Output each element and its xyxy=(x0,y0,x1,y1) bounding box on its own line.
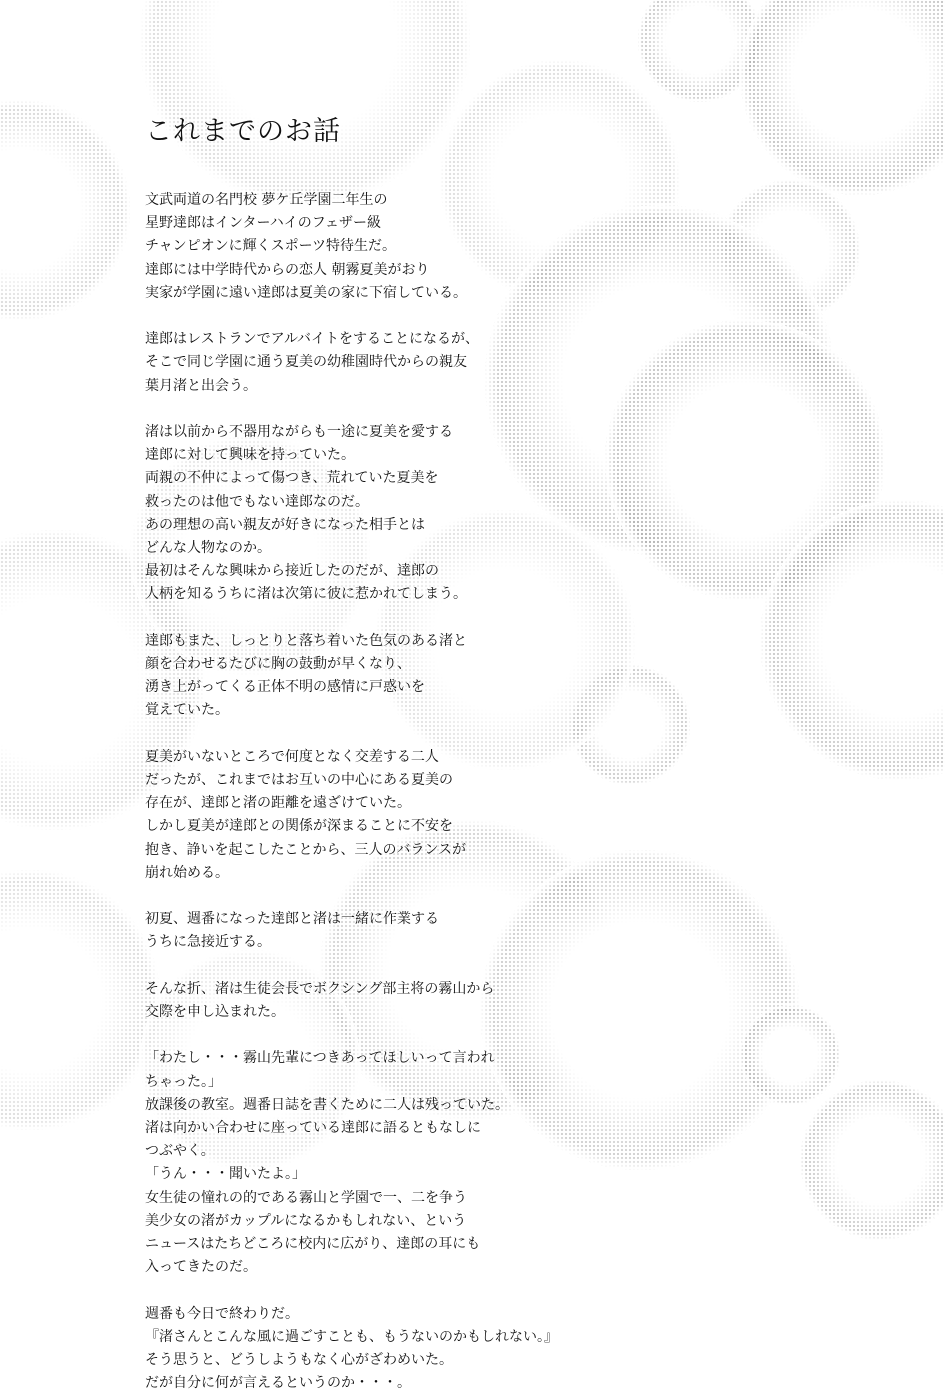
paragraph-4: 達郎もまた、しっとりと落ち着いた色気のある渚と 顔を合わせるたびに胸の鼓動が早くなり、 湧き上がってくる正体不明の感情に戸惑いを 覚えていた。 xyxy=(145,632,467,719)
paragraph-gap xyxy=(145,1279,665,1302)
paragraph-gap xyxy=(145,305,665,328)
paragraph-gap xyxy=(145,723,665,746)
paragraph-2: 達郎はレストランでアルバイトをすることになるが、 そこで同じ学園に通う夏美の幼稚園時代からの親友 葉月渚と出会う。 xyxy=(145,331,480,394)
paragraph-gap xyxy=(145,607,665,630)
paragraph-7: そんな折、渚は生徒会長でボクシング部主将の霧山から 交際を申し込まれた。 xyxy=(145,980,495,1021)
paragraph-3: 渚は以前から不器用ながらも一途に夏美を愛する 達郎に対して興味を持っていた。 両親の不仲によって傷つき、荒れていた夏美を 救ったのは他でもない達郎なのだ。 あの理想の高い親友が好きになった相手とは どんな人物なのか。 最初はそんな興味から接近したのだが、達郎の 人柄を知るうちに渚は次第に彼に惹かれてしまう。 xyxy=(145,424,467,603)
page-title: これまでのお話 xyxy=(145,116,341,147)
paragraph-5: 夏美がいないところで何度となく交差する二人 だったが、これまではお互いの中心にある夏美の 存在が、達郎と渚の距離を遠ざけていた。 しかし夏美が達郎との関係が深まることに不安を 抱き、諍いを起こしたことから、三人のバランスが 崩れ始める。 xyxy=(145,748,467,881)
paragraph-gap xyxy=(145,955,665,978)
paragraph-gap xyxy=(145,885,665,908)
story-summary xyxy=(145,112,665,1395)
paragraph-9: 週番も今日で終わりだ。 『渚さんとこんな風に過ごすことも、もうないのかもしれない。』 そう思うと、どうしようもなく心がざわめいた。 だが自分に何が言えるというのか・・・。 xyxy=(145,1305,558,1392)
paragraph-1: 文武両道の名門校 夢ケ丘学園二年生の 星野達郎はインターハイのフェザー級 チャンピオンに輝くスポーツ特待生だ。 達郎には中学時代からの恋人 朝霧夏美がおり 実家が学園に遠い達郎は夏美の家に下宿している。 xyxy=(145,192,467,301)
paragraph-8: 「わたし・・・霧山先輩につきあってほしいって言われ ちゃった。」 放課後の教室。週番日誌を書くために二人は残っていた。 渚は向かい合わせに座っている達郎に語るともなしに つぶやく。 「うん・・・聞いたよ。」 女生徒の憧れの的である霧山と学園で一、二を争う 美少女の渚がカップルになるかもしれない、という ニュースはたちどころに校内に広がり、達郎の耳にも 入ってきたのだ。 xyxy=(145,1050,509,1276)
paragraph-6: 初夏、週番になった達郎と渚は一緒に作業する うちに急接近する。 xyxy=(145,911,439,951)
paragraph-gap xyxy=(145,398,665,421)
paragraph-gap xyxy=(145,1024,665,1047)
